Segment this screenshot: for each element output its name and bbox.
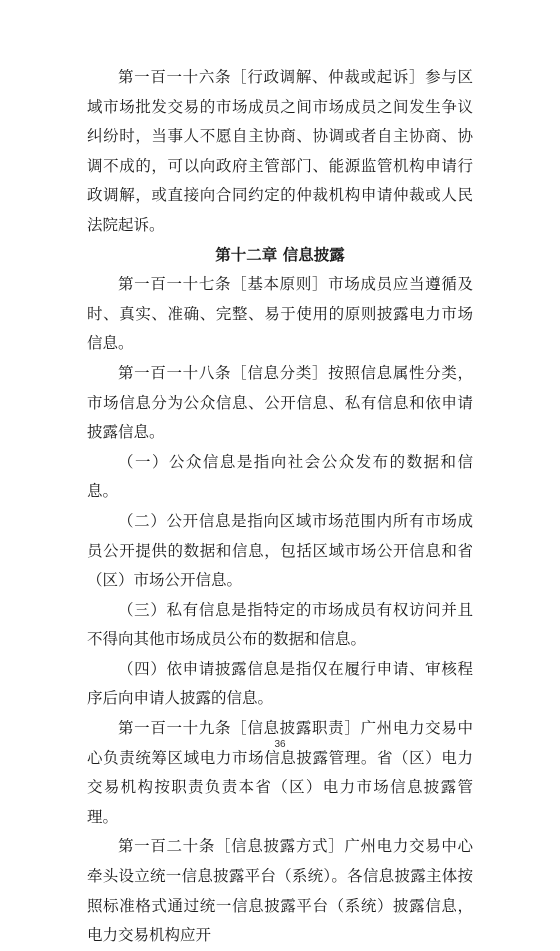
paragraph-article-119: 第一百一十九条［信息披露职责］广州电力交易中心负责统筹区域电力市场信息披露管理。省（区）电力交易机构按职责负责本省（区）电力市场信息披露管理。: [87, 719, 473, 826]
paragraph-item-4: （四）依申请披露信息是指仅在履行申请、审核程序后向申请人披露的信息。: [87, 659, 473, 708]
page-number: 36: [274, 739, 286, 750]
paragraph-item-2: （二）公开信息是指向区域市场范围内所有市场成员公开提供的数据和信息，包括区域市场公开信息和省（区）市场公开信息。: [87, 511, 473, 590]
paragraph-item-3: （三）私有信息是指特定的市场成员有权访问并且不得向其他市场成员公布的数据和信息。: [87, 600, 473, 649]
paragraph-article-120: 第一百二十条［信息披露方式］广州电力交易中心牵头设立统一信息披露平台（系统）。各信息披露主体按照标准格式通过统一信息披露平台（系统）披露信息，电力交易机构应开: [87, 837, 473, 945]
paragraph-article-118: 第一百一十八条［信息分类］按照信息属性分类，市场信息分为公众信息、公开信息、私有信息和依申请披露信息。: [87, 363, 473, 442]
chapter-title: 第十二章 信息披露: [215, 245, 345, 264]
paragraph-article-117: 第一百一十七条［基本原则］市场成员应当遵循及时、真实、准确、完整、易于使用的原则披露电力市场信息。: [87, 275, 473, 353]
document-body: [87, 63, 473, 951]
paragraph-item-1: （一）公众信息是指向社会公众发布的数据和信息。: [87, 452, 473, 501]
paragraph-article-116: 第一百一十六条［行政调解、仲裁或起诉］参与区域市场批发交易的市场成员之间市场成员之间发生争议纠纷时，当事人不愿自主协商、协调或者自主协商、协调不成的，可以向政府主管部门、能源监管机构申请行政调解，或直接向合同约定的仲裁机构申请仲裁或人民法院起诉。: [87, 68, 473, 234]
